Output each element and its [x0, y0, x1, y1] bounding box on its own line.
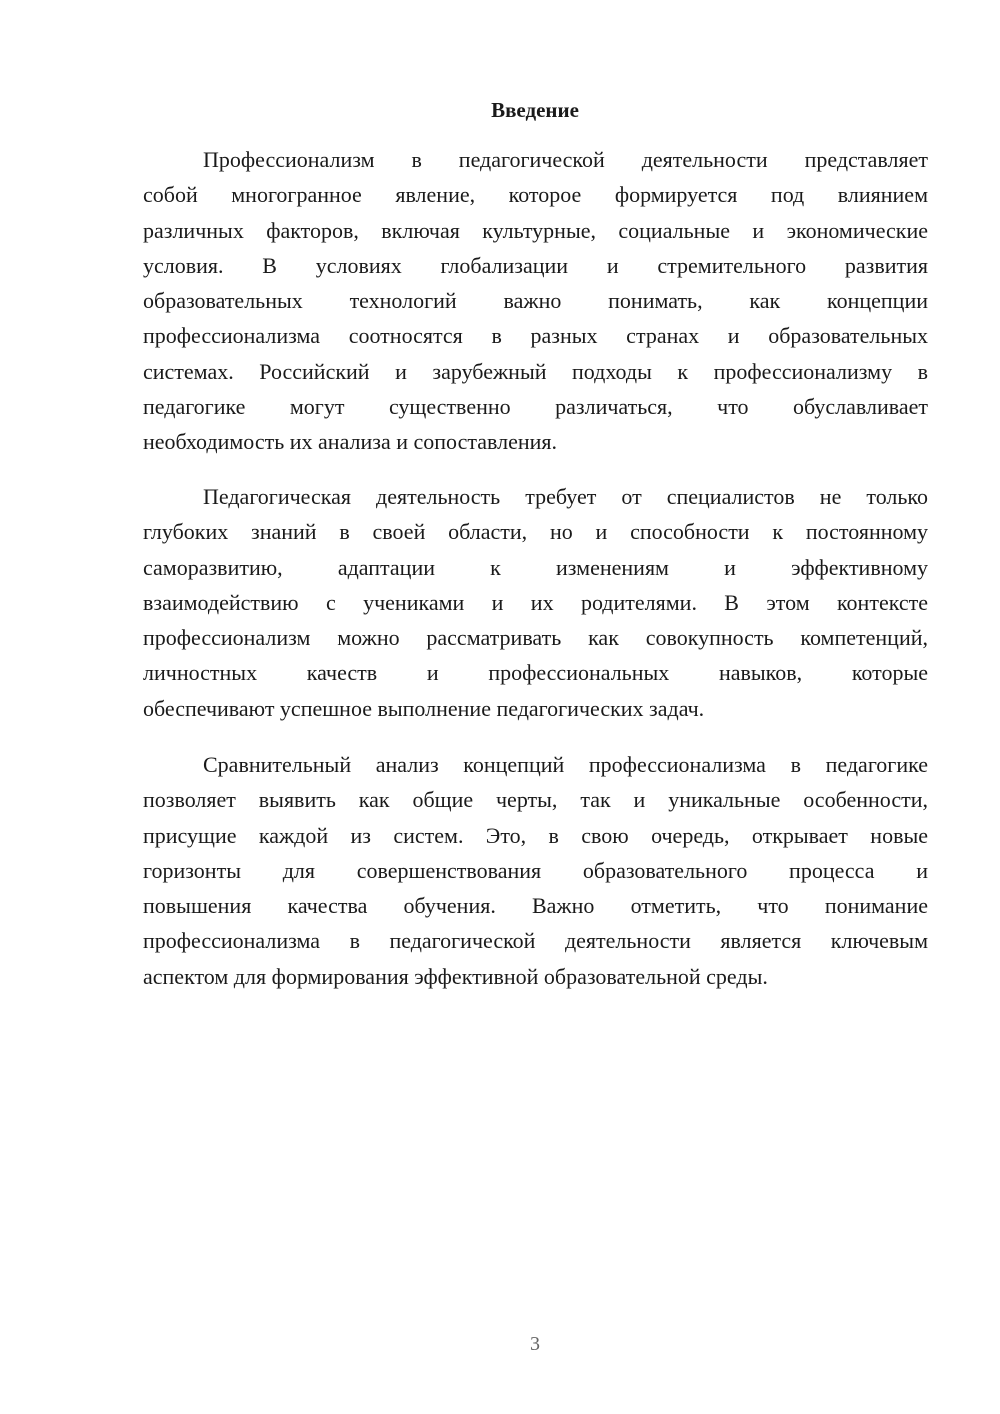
text-line: личностных качеств и профессиональных навыков, которые — [143, 660, 928, 686]
paragraph-1 — [143, 142, 928, 460]
text-line: педагогике могут существенно различаться, что обуславливает — [143, 394, 928, 420]
text-line: повышения качества обучения. Важно отметить, что понимание — [143, 893, 928, 919]
text-line: позволяет выявить как общие черты, так и уникальные особенности, — [143, 787, 928, 813]
text-line: глубоких знаний в своей области, но и способности к постоянному — [143, 519, 928, 545]
text-line: собой многогранное явление, которое формируется под влиянием — [143, 182, 928, 208]
text-line: саморазвитию, адаптации к изменениям и эффективному — [143, 554, 928, 580]
page-number: 3 — [530, 1333, 540, 1355]
section-title: Введение — [491, 98, 579, 122]
text-line: профессионализм можно рассматривать как совокупность компетенций, — [143, 625, 928, 651]
paragraph-2 — [143, 479, 928, 726]
text-line: обеспечивают успешное выполнение педагогических задач. — [143, 695, 705, 721]
text-line: системах. Российский и зарубежный подходы к профессионализму в — [143, 358, 928, 384]
text-line: Сравнительный анализ концепций профессионализма в педагогике — [203, 752, 928, 777]
text-line: присущие каждой из систем. Это, в свою очередь, открывает новые — [143, 822, 928, 848]
paragraph-3 — [143, 747, 928, 994]
text-line: различных факторов, включая культурные, социальные и экономические — [143, 217, 928, 243]
text-line: Педагогическая деятельность требует от специалистов не только — [203, 484, 928, 509]
text-line: образовательных технологий важно понимать, как концепции — [143, 288, 928, 314]
text-line: условия. В условиях глобализации и стремительного развития — [143, 252, 928, 278]
text-line: профессионализма в педагогической деятельности является ключевым — [143, 928, 928, 954]
text-line: взаимодействию с учениками и их родителями. В этом контексте — [143, 589, 928, 615]
text-line: аспектом для формирования эффективной образовательной среды. — [143, 963, 768, 989]
text-line: необходимость их анализа и сопоставления. — [143, 429, 558, 455]
text-line: профессионализма соотносятся в разных странах и образовательных — [143, 323, 928, 349]
text-line: горизонты для совершенствования образовательного процесса и — [143, 857, 928, 883]
text-line: Профессионализм в педагогической деятельности представляет — [203, 147, 928, 172]
